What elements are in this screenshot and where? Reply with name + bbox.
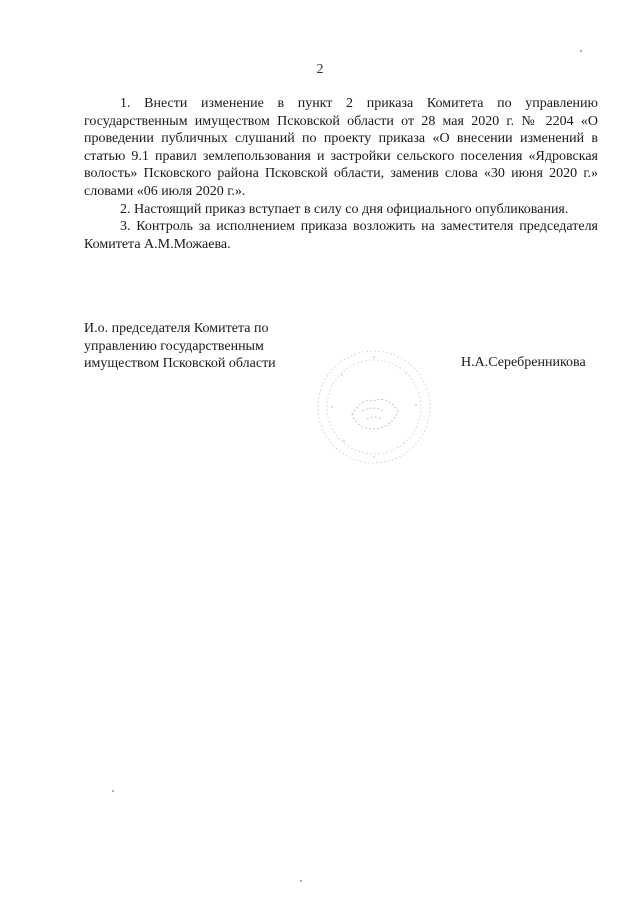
- scan-speck: [112, 790, 114, 792]
- signatory-position: [84, 320, 276, 373]
- signatory-position-line: И.о. председателя Комитета по: [84, 321, 269, 336]
- scan-speck: [580, 50, 582, 52]
- scan-speck: [300, 880, 302, 882]
- signatory-name: Н.А.Серебренникова: [461, 355, 586, 370]
- order-body: [84, 95, 598, 253]
- paragraph-1: 1. Внести изменение в пункт 2 приказа Комитета по управлению государственным имуществом Псковской области от 28 мая 2020 г. № 2204 «О проведении публичных слушаний по проекту приказа «О внесении изменений в статью 9.1 правил землепользования и застройки сельского поселения «Ядровская волость» Псковского района Псковской области, заменив слова «30 июня 2020 г.» словами «06 июля 2020 г.».: [84, 96, 598, 199]
- seal-stamp-icon: [312, 345, 437, 470]
- paragraph-2: 2. Настоящий приказ вступает в силу со дня официального опубликования.: [120, 201, 569, 217]
- signatory-position-line: управлению государственным: [84, 338, 264, 354]
- paragraph-3: 3. Контроль за исполнением приказа возложить на заместителя председателя Комитета А.М.Можаева.: [84, 219, 598, 252]
- signatory-position-line: имуществом Псковской области: [84, 356, 276, 372]
- page-number: 2: [316, 62, 324, 77]
